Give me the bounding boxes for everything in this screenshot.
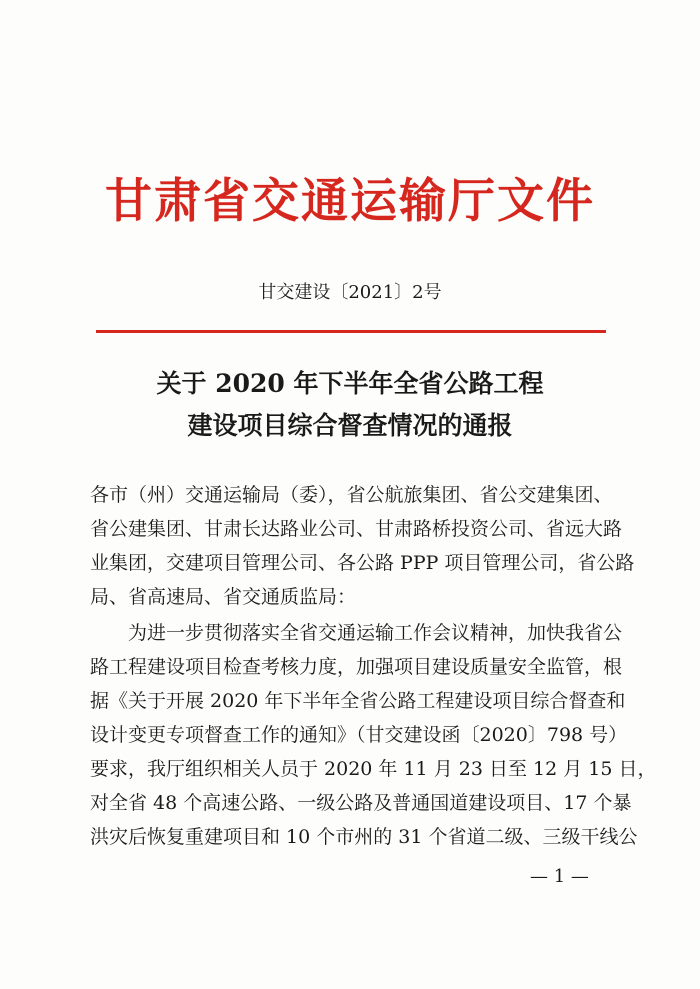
paragraph-line: 为进一步贯彻落实全省交通运输工作会议精神，加快我省公 — [128, 622, 623, 644]
page-number: — 1 — — [530, 866, 589, 887]
paragraph-line: 洪灾后恢复重建项目和 10 个市州的 31 个省道二级、三级干线公 — [90, 826, 638, 848]
notice-title-line-1: 关于 2020 年下半年全省公路工程 — [156, 369, 544, 398]
paragraph-line: 对全省 48 个高速公路、一级公路及普通国道建设项目、17 个暴 — [90, 792, 632, 814]
recipient-line: 各市（州）交通运输局（委），省公航旅集团、省公交建集团、 — [90, 484, 613, 506]
paragraph-line: 据《关于开展 2020 年下半年全省公路工程建设项目综合督查和 — [90, 690, 626, 712]
document-number: 甘交建设〔2021〕2号 — [258, 282, 442, 303]
notice-title-line-2: 建设项目综合督查情况的通报 — [187, 411, 513, 440]
red-separator-line — [96, 330, 606, 333]
paragraph-line: 要求，我厅组织相关人员于 2020 年 11 月 23 日至 12 月 15 日， — [90, 758, 657, 780]
paragraph-line: 路工程建设项目检查考核力度，加强项目建设质量安全监管，根 — [90, 656, 623, 678]
recipient-line: 业集团，交建项目管理公司、各公路 PPP 项目管理公司，省公路 — [90, 552, 635, 574]
recipient-line: 局、省高速局、省交通质监局： — [90, 586, 357, 608]
recipient-line: 省公建集团、甘肃长达路业公司、甘肃路桥投资公司、省远大路 — [90, 518, 623, 540]
issuer-header: 甘肃省交通运输厅文件 — [105, 174, 595, 229]
paragraph-line: 设计变更专项督查工作的通知》（甘交建设函〔2020〕798 号） — [90, 724, 628, 746]
